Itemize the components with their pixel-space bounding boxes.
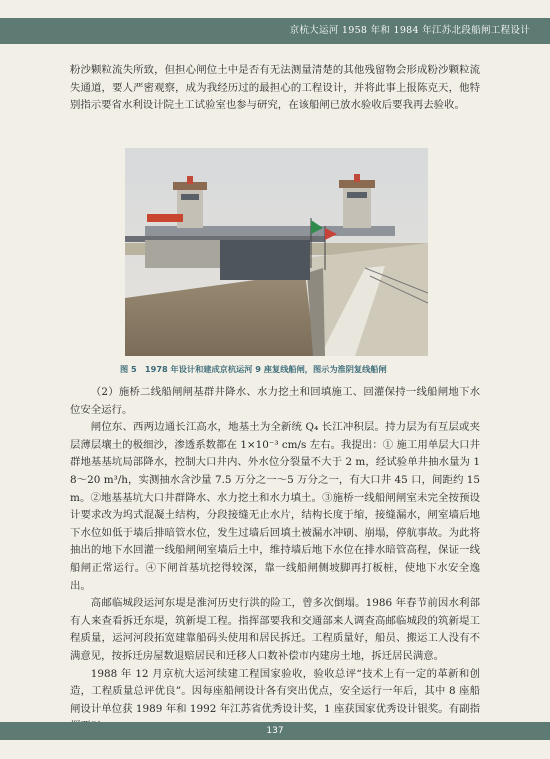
paragraph: 闸位东、西两边通长江高水，地基土为全新统 Q₄ 长江冲积层。持力层为有互层或夹层薄层壤土的极细沙，渗透系数都在 1×10⁻³ cm/s 左右。我提出：① 施工用单层大口井群地基基坑局部降水，控制大口井内、外水位分裂量不大于 2 m，经试验单井抽水量为 18～20 m³/h，实测抽水含沙量 7.5 万分之一～5 万分之一，有大口井 45 口，间距约 15 m。②地基基坑大口井群降水、水力挖土和水力填土。③施桥一线船闸闸室未完全按预设计要求改为坞式混凝土结构，分段接缝无止水片，结构长度于缩，接缝漏水，闸室墙后地下水位如低于墙后排暗管水位，发生过墙后回填土被漏水冲刷、崩塌，停航事故。为此将抽出的地下水回灌一线船闸闸室墙后土中，维持墙后地下水位在排水暗管高程，保证一线船闸正常运行。④下闸首基坑挖得较深，靠一线船闸侧坡脚再打板桩，使地下水安全逸出。 [70, 421, 480, 592]
bottom-text-block [70, 384, 480, 736]
paragraph: 高邮临城段运河东堤是淮河历史行洪的险工，曾多次倒塌。1986 年春节前因水利部有人来查看拆迁东堤，筑新堤工程。指挥部要我和交通部来人调查高邮临城段的筑新堤工程质量，运河河段拓宽建靠船码头使用和居民拆迁。工程质量好，船员、搬运工人没有不满意见，按拆迁房屋数退赔居民和迁移人口数补偿市内建房土地，拆迁居民满意。 [70, 597, 480, 662]
paragraph: 粉沙颗粒流失所致，但担心闸位土中是否有无法测量清楚的其他残留物会形成粉沙颗粒流失通道，要人严密观察，成为我经历过的最担心的工程设计，并将此事上报陈克天，他特别指示要省水利设计院土工试验室也参与研究，在该船闸已放水验收后要我再去验收。 [70, 64, 480, 112]
figure-photo-huaiyin-ship-lock [125, 148, 428, 356]
ship-lock-photo [125, 148, 428, 356]
top-text-block [70, 62, 480, 115]
header-bar [0, 18, 550, 44]
running-header-title: 京杭大运河 1958 年和 1984 年江苏北段船闸工程设计 [289, 25, 530, 36]
paragraph: 1988 年 12 月京杭大运河续建工程国家验收，验收总评“技术上有一定的革新和创造，工程质量总评优良”。因每座船闸设计各有突出优点，安全运行一年后，其中 8 座船闸设计单位获 1989 年和 1992 年江苏省优秀设计奖，1 座获国家优秀设计银奖。有副指 [70, 667, 480, 715]
figure-caption: 图 5 1978 年设计和建成京杭运河 9 座复线船闸，图示为淮阴复线船闸 [120, 364, 387, 374]
page-number: 137 [266, 726, 284, 736]
paragraph: （2）施桥二线船闸闸基群井降水、水力挖土和回填施工、回灌保持一线船闸地下水位安全运行。 [70, 386, 480, 416]
